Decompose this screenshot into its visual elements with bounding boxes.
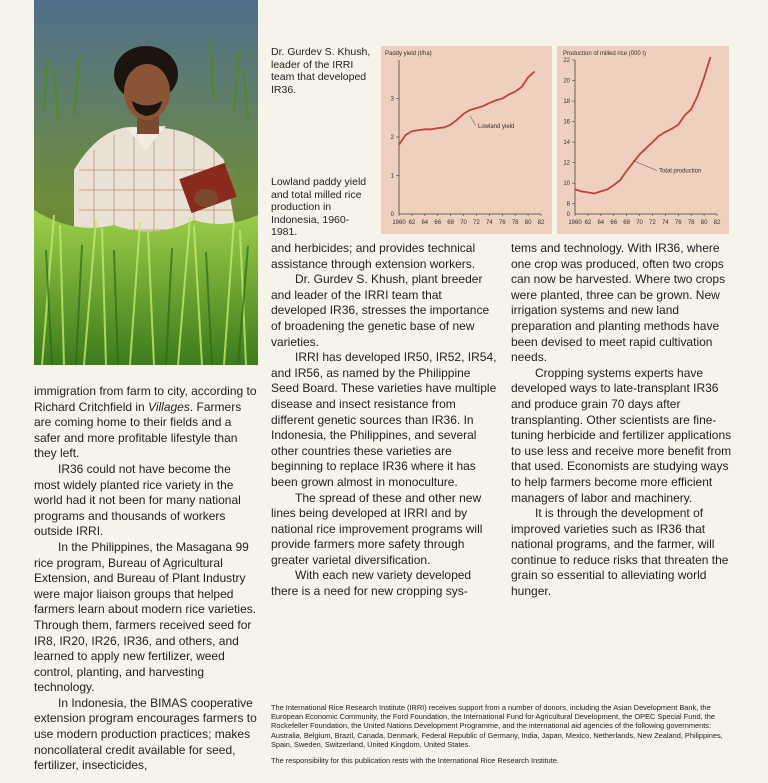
x-tick-label: 78: [687, 220, 695, 226]
x-tick-label: 1960: [568, 220, 582, 226]
series-label: Lowland yield: [478, 123, 515, 130]
footnote: [271, 703, 731, 765]
x-tick-label: 72: [473, 220, 480, 226]
series-line: [399, 72, 535, 145]
x-tick-label: 68: [623, 220, 630, 226]
chart-caption: Lowland paddy yield and total milled rice production in Indonesia, 1960-1981.: [271, 176, 367, 238]
y-axis-title: Paddy yield (t/ha): [385, 51, 432, 57]
text-column-1: [34, 384, 258, 774]
paragraph: IR36 could not have become the most widely planted rice variety in the world had it not been for many national programs and thousands of workers outside IRRI.: [34, 461, 241, 539]
x-tick-label: 66: [434, 220, 442, 226]
y-tick-label: 1: [390, 173, 394, 180]
y-tick-label: 2: [390, 135, 394, 141]
x-tick-label: 76: [498, 220, 506, 226]
y-tick-label: 3: [390, 96, 394, 103]
y-tick-label: 0: [390, 212, 394, 218]
x-tick-label: 82: [713, 220, 721, 226]
paragraph: In the Philippines, the Masagana 99 rice program, Bureau of Agricultural Extension, and Bureau of Plant Industry were major liaison groups that helped farmers learn about modern rice varieties. Through them, farmers received seed for IR8, IR20, IR26, IR36, and others, and learned to apply new fertilizer, weed control, planting, and harvesting technology.: [34, 539, 257, 695]
paragraph: The spread of these and other new lines being developed at IRRI and by national rice improvement programs will provide farmers more safety through greater varietal diversification.: [271, 490, 483, 567]
y-tick-label: 16: [563, 119, 570, 126]
paragraph: Cropping systems experts have developed ways to late-transplant IR36 and produce grain 70 days after transplanting. Other scientists are fine-tuning herbicide and fertilizer applications to use less and receive more benefit from that used. Economists are studying ways to help farmers become more efficient managers of labor and machinery.: [511, 365, 732, 505]
chart-panel-production: [557, 46, 729, 234]
paragraph: IRRI has developed IR50, IR52, IR54, and IR56, as named by the Philippine Seed Board. These varieties have multiple disease and insect resistance from different genetic sources than IR36. In Indonesia, the Philippines, and several other countries these varieties are beginning to replace IR36 where it has been grown almost in monoculture.: [271, 350, 497, 489]
x-tick-label: 68: [447, 220, 454, 226]
x-tick-label: 78: [511, 220, 519, 226]
x-tick-label: 66: [610, 220, 618, 226]
photo-man-in-rice-field: [34, 0, 258, 365]
x-tick-label: 70: [460, 220, 467, 226]
paragraph: In Indonesia, the BIMAS cooperative extension program encourages farmers to use modern production practices; makes noncollateral credit available for seed, fertilizer, insecticides,: [34, 695, 257, 773]
x-tick-label: 62: [408, 220, 416, 226]
x-tick-label: 82: [537, 220, 545, 226]
chart-panel-yield: [381, 46, 552, 234]
x-tick-label: 1960: [392, 220, 406, 226]
text-column-3: [511, 241, 733, 600]
x-tick-label: 64: [421, 220, 429, 226]
x-tick-label: 80: [700, 220, 708, 226]
y-tick-label: 8: [566, 201, 570, 208]
y-tick-label: 0: [566, 212, 570, 218]
paragraph: Dr. Gurdev S. Khush, plant breeder and leader of the IRRI team that developed IR36, stresses the importance of broadening the genetic base of new varieties.: [271, 272, 490, 349]
y-tick-label: 10: [563, 181, 570, 188]
x-tick-label: 70: [636, 220, 643, 226]
donor-statement: The International Rice Research Institute (IRRI) receives support from a number of donors, including the Asian Development Bank, the European Economic Community, the Ford Foundation, the International Fund for Agricultural Development, the OPEC Special Fund, the Rockefeller Foundation, the United Nations Development Programme, and the international aid agencies of the following governments: Australia, Belgium, Brazil, Canada, Denmark, Federal Republic of Germany, India, Japan, Mexico, Netherlands, New Zealand, Philippines, Spain, Sweden, Switzerland, United Kingdom, United States.: [271, 703, 723, 749]
y-axis-title: Production of milled rice (000 t): [563, 51, 647, 57]
x-tick-label: 76: [674, 220, 682, 226]
paragraph: tems and technology. With IR36, where one crop was produced, often two crops can now be harvested. Where two crops were planted, three can be grown. New irrigation systems and new land preparation and planting methods have been devised to meet rapid cultivation needs.: [511, 241, 726, 365]
x-tick-label: 64: [597, 220, 605, 226]
y-tick-label: 18: [563, 99, 570, 106]
series-leader-line: [470, 116, 476, 126]
photo-caption: Dr. Gurdev S. Khush, leader of the IRRI team that developed IR36.: [271, 46, 371, 96]
paragraph: and herbicides; and provides technical assistance through extension workers.: [271, 241, 476, 271]
book-title: Villages: [148, 399, 190, 414]
text-column-2: [271, 241, 497, 600]
y-tick-label: 20: [563, 78, 570, 85]
responsibility-statement: The responsibility for this publication rests with the International Rice Research Institute.: [271, 756, 559, 766]
paragraph: It is through the development of improved varieties such as IR36 that national programs, and the farmer, will continue to reduce risks that threaten the grain so essential to alleviating world hunger.: [511, 506, 729, 599]
x-tick-label: 80: [524, 220, 532, 226]
paragraph: With each new variety developed there is a need for new cropping sys-: [271, 568, 472, 599]
y-tick-label: 12: [563, 160, 570, 167]
series-leader-line: [633, 161, 657, 171]
x-tick-label: 74: [662, 220, 669, 226]
paragraph: immigration from farm to city, according to Richard Critchfield in Villages. Farmers are coming home to their fields and a safer and more profitable lifestyle than they left.: [34, 384, 257, 461]
x-tick-label: 74: [486, 220, 493, 226]
chart-milled-rice-production: [557, 46, 729, 234]
y-tick-label: 14: [563, 140, 570, 147]
chart-paddy-yield: [381, 46, 552, 234]
series-label: Total production: [659, 168, 702, 175]
y-tick-label: 22: [563, 58, 570, 64]
x-tick-label: 62: [584, 220, 592, 226]
x-tick-label: 72: [649, 220, 656, 226]
